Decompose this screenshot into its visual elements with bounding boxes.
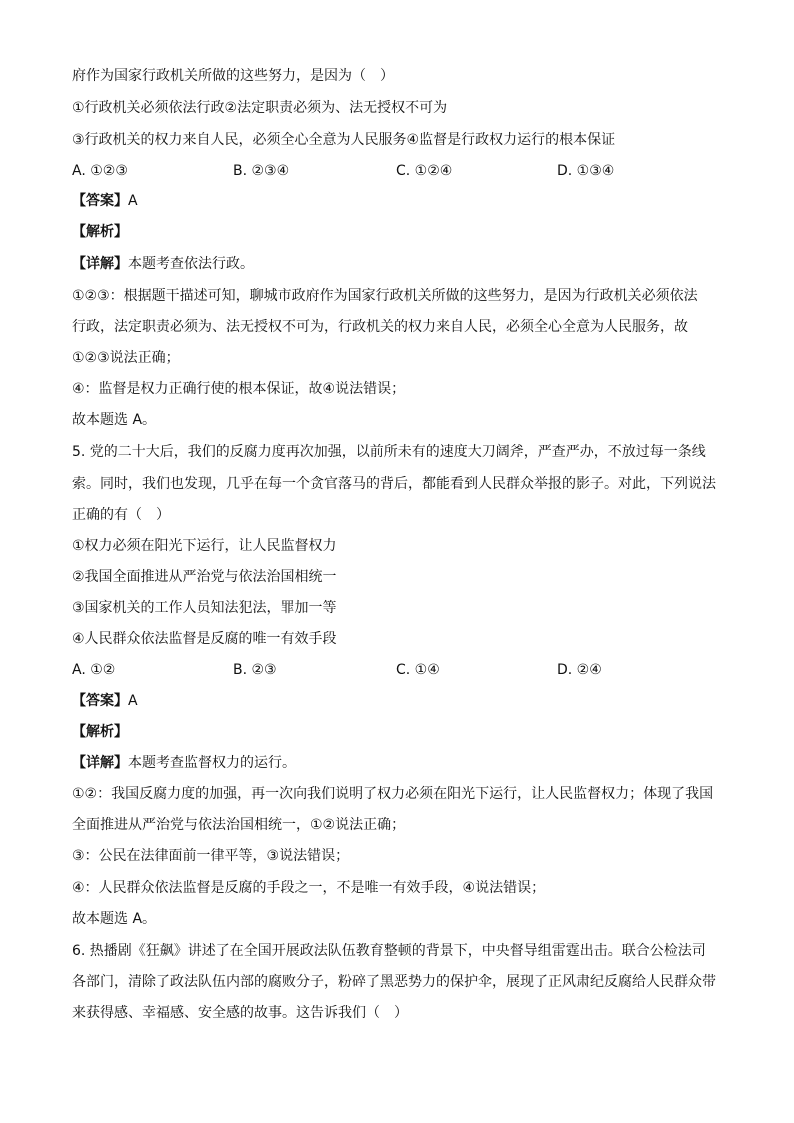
- q5-explanation-4: ④：人民群众依法监督是反腐的手段之一，不是唯一有效手段，④说法错误；: [72, 880, 546, 896]
- q5-detail: [72, 753, 734, 773]
- q4-option-a: A. ①②③: [72, 163, 128, 179]
- q5-stem-1: 5. 党的二十大后，我们的反腐力度再次加强，以前所未有的速度大刀阔斧，严查严办，不放过每一条线: [72, 444, 706, 460]
- q5-explanation-2: 全面推进从严治党与依法治国相统一，①②说法正确；: [72, 817, 406, 833]
- q5-conclusion: 故本题选 A。: [72, 911, 157, 927]
- q4-answer: [72, 191, 734, 211]
- q5-option-c: C. ①④: [396, 662, 440, 678]
- analysis-tag: 【解析】: [72, 224, 128, 240]
- q5-analysis-tag: [72, 722, 734, 742]
- q4-statement-1: ①行政机关必须依法行政②法定职责必须为、法无授权不可为: [72, 100, 448, 116]
- q5-option-b: B. ②③: [233, 662, 277, 678]
- q4-analysis-tag: [72, 222, 734, 242]
- q6-stem-2: 各部门，清除了政法队伍内部的腐败分子，粉碎了黑恶势力的保护伞，展现了正风肃纪反腐给人民群众带: [72, 974, 716, 990]
- q5-statement-2: ②我国全面推进从严治党与依法治国相统一: [72, 569, 337, 585]
- answer-tag: 【答案】: [72, 693, 128, 709]
- q5-explanation-3: ③：公民在法律面前一律平等，③说法错误；: [72, 848, 350, 864]
- q4-option-d: D. ①③④: [557, 163, 615, 179]
- q4-option-b: B. ②③④: [233, 163, 290, 179]
- q4-explanation-2: 行政，法定职责必须为、法无授权不可为，行政机关的权力来自人民，必须全心全意为人民服务，故: [72, 319, 688, 335]
- q5-option-a: A. ①②: [72, 662, 116, 678]
- detail-text: 本题考查监督权力的运行。: [128, 755, 296, 771]
- q4-stem-tail: 府作为国家行政机关所做的这些努力，是因为（ ）: [72, 68, 394, 84]
- q5-statement-1: ①权力必须在阳光下运行，让人民监督权力: [72, 538, 337, 554]
- q6-stem-3: 来获得感、幸福感、安全感的故事。这告诉我们（ ）: [72, 1005, 408, 1021]
- q5-statement-4: ④人民群众依法监督是反腐的唯一有效手段: [72, 631, 337, 647]
- q6-stem-1: 6. 热播剧《狂飙》讲述了在全国开展政法队伍教育整顿的背景下，中央督导组雷霆出击。联合公检法司: [72, 943, 706, 959]
- answer-value: A: [128, 693, 138, 709]
- q5-answer: [72, 691, 734, 711]
- detail-tag: 【详解】: [72, 755, 128, 771]
- analysis-tag: 【解析】: [72, 724, 128, 740]
- q4-option-c: C. ①②④: [396, 163, 453, 179]
- q5-explanation-1: ①②：我国反腐力度的加强，再一次向我们说明了权力必须在阳光下运行，让人民监督权力；体现了我国: [72, 786, 714, 802]
- q5-statement-3: ③国家机关的工作人员知法犯法，罪加一等: [72, 600, 337, 616]
- q4-explanation-3: ①②③说法正确；: [72, 350, 180, 366]
- q4-detail: [72, 254, 734, 274]
- q4-explanation-4: ④：监督是权力正确行使的根本保证，故④说法错误；: [72, 381, 406, 397]
- q5-stem-3: 正确的有（ ）: [72, 507, 170, 523]
- detail-text: 本题考查依法行政。: [128, 256, 254, 272]
- q5-option-d: D. ②④: [557, 662, 602, 678]
- answer-tag: 【答案】: [72, 193, 128, 209]
- detail-tag: 【详解】: [72, 256, 128, 272]
- q4-statement-2: ③行政机关的权力来自人民，必须全心全意为人民服务④监督是行政权力运行的根本保证: [72, 132, 616, 148]
- q4-conclusion: 故本题选 A。: [72, 412, 157, 428]
- answer-value: A: [128, 193, 138, 209]
- q5-stem-2: 索。同时，我们也发现，几乎在每一个贪官落马的背后，都能看到人民群众举报的影子。对此，下列说法: [72, 476, 716, 492]
- q4-explanation-1: ①②③：根据题干描述可知，聊城市政府作为国家行政机关所做的这些努力，是因为行政机关必须依法: [72, 288, 698, 304]
